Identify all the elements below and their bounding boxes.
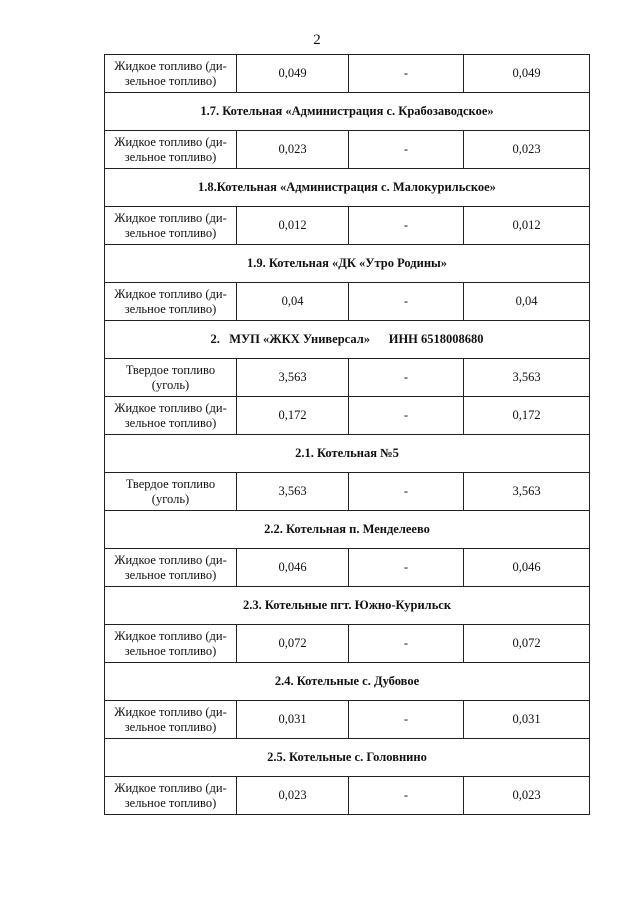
value-cell: 3,563 [237,359,349,397]
total-cell: 3,563 [464,473,590,511]
section-title: 2.3. Котельные пгт. Южно-Курильск [105,587,590,625]
section-title: 2.2. Котельная п. Менделеево [105,511,590,549]
fuel-type-cell: Жидкое топливо (ди-зельное топливо) [105,55,237,93]
total-cell: 0,049 [464,55,590,93]
total-cell: 0,072 [464,625,590,663]
table-row [105,397,590,435]
section-row [105,587,590,625]
section-row [105,321,590,359]
section-row [105,169,590,207]
value-cell: 0,072 [237,625,349,663]
table-row [105,473,590,511]
table-row [105,359,590,397]
section-title: 2.1. Котельная №5 [105,435,590,473]
section-title: 1.9. Котельная «ДК «Утро Родины» [105,245,590,283]
value-cell: - [349,625,464,663]
fuel-type-cell: Жидкое топливо (ди-зельное топливо) [105,283,237,321]
fuel-type-cell: Жидкое топливо (ди-зельное топливо) [105,207,237,245]
section-title: 2. МУП «ЖКХ Универсал» ИНН 6518008680 [105,321,590,359]
value-cell: 0,172 [237,397,349,435]
value-cell: - [349,283,464,321]
section-title: 2.5. Котельные с. Головнино [105,739,590,777]
value-cell: 0,046 [237,549,349,587]
section-title: 2.4. Котельные с. Дубовое [105,663,590,701]
value-cell: 0,049 [237,55,349,93]
total-cell: 0,023 [464,131,590,169]
table-row [105,283,590,321]
table-row [105,701,590,739]
total-cell: 0,172 [464,397,590,435]
section-title: 1.7. Котельная «Администрация с. Крабозаводское» [105,93,590,131]
fuel-type-cell: Жидкое топливо (ди-зельное топливо) [105,549,237,587]
fuel-table [104,54,590,815]
fuel-type-cell: Жидкое топливо (ди-зельное топливо) [105,701,237,739]
total-cell: 0,023 [464,777,590,815]
value-cell: 3,563 [237,473,349,511]
total-cell: 0,031 [464,701,590,739]
section-row [105,435,590,473]
total-cell: 0,012 [464,207,590,245]
fuel-type-cell: Жидкое топливо (ди-зельное топливо) [105,777,237,815]
value-cell: 0,023 [237,131,349,169]
section-row [105,739,590,777]
value-cell: - [349,701,464,739]
total-cell: 0,04 [464,283,590,321]
fuel-type-cell: Жидкое топливо (ди-зельное топливо) [105,625,237,663]
total-cell: 0,046 [464,549,590,587]
table-row [105,207,590,245]
value-cell: - [349,359,464,397]
section-row [105,245,590,283]
table-row [105,625,590,663]
value-cell: - [349,473,464,511]
table-row [105,131,590,169]
fuel-type-cell: Жидкое топливо (ди-зельное топливо) [105,131,237,169]
value-cell: 0,031 [237,701,349,739]
value-cell: 0,023 [237,777,349,815]
section-title: 1.8.Котельная «Администрация с. Малокурильское» [105,169,590,207]
section-row [105,663,590,701]
value-cell: 0,012 [237,207,349,245]
value-cell: - [349,777,464,815]
value-cell: - [349,55,464,93]
page-number: 2 [313,32,321,48]
section-row [105,511,590,549]
value-cell: - [349,397,464,435]
fuel-type-cell: Твердое топливо (уголь) [105,473,237,511]
fuel-type-cell: Твердое топливо (уголь) [105,359,237,397]
value-cell: 0,04 [237,283,349,321]
table-row [105,549,590,587]
fuel-type-cell: Жидкое топливо (ди-зельное топливо) [105,397,237,435]
value-cell: - [349,549,464,587]
table-row [105,777,590,815]
value-cell: - [349,207,464,245]
table-row [105,55,590,93]
total-cell: 3,563 [464,359,590,397]
section-row [105,93,590,131]
fuel-table-body [105,55,590,815]
value-cell: - [349,131,464,169]
